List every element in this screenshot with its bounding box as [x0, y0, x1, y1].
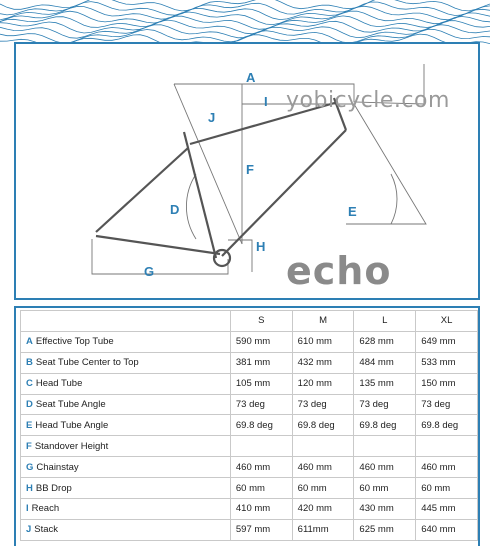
- table-row: [21, 331, 478, 352]
- value-cell: 610 mm: [292, 331, 354, 352]
- geometry-diagram: [14, 42, 480, 300]
- value-cell: 410 mm: [230, 499, 292, 520]
- size-header-s: S: [230, 311, 292, 332]
- label-d: D: [170, 202, 180, 217]
- value-cell: 597 mm: [230, 519, 292, 540]
- row-name: BB Drop: [35, 482, 72, 494]
- value-cell: 460 mm: [230, 457, 292, 478]
- table-row: [21, 478, 478, 499]
- geometry-table: [20, 310, 478, 541]
- seat-angle-arc: [186, 174, 196, 239]
- value-cell: 60 mm: [416, 478, 478, 499]
- watermark: yobicycle.com: [286, 88, 450, 113]
- row-label: [21, 415, 231, 436]
- value-cell: 73 deg: [354, 394, 416, 415]
- table-row: [21, 415, 478, 436]
- row-letter: D: [26, 399, 33, 410]
- geometry-table-container: [14, 306, 480, 546]
- row-letter: I: [26, 503, 29, 515]
- value-cell: 460 mm: [292, 457, 354, 478]
- label-e: E: [348, 204, 357, 219]
- table-row: [21, 373, 478, 394]
- seat-stay: [96, 148, 188, 232]
- value-cell: 60 mm: [354, 478, 416, 499]
- seat-tube-extension: [174, 84, 242, 244]
- value-cell: 135 mm: [354, 373, 416, 394]
- topo-line: [0, 20, 490, 34]
- row-label: [21, 373, 231, 394]
- down-tube: [222, 130, 346, 256]
- label-h: H: [256, 239, 266, 254]
- size-header-xl: XL: [416, 311, 478, 332]
- chain-stay: [96, 236, 220, 254]
- row-label: [21, 352, 231, 373]
- table-row: [21, 457, 478, 478]
- row-label: [21, 499, 231, 520]
- topographic-header-pattern: [0, 0, 490, 48]
- value-cell: 150 mm: [416, 373, 478, 394]
- row-label: [21, 457, 231, 478]
- row-letter: G: [26, 461, 34, 473]
- topo-line: [0, 25, 490, 39]
- value-cell: 533 mm: [416, 352, 478, 373]
- bottom-bracket: [214, 250, 230, 266]
- value-cell: 590 mm: [230, 331, 292, 352]
- row-letter: B: [26, 357, 33, 369]
- row-letter: H: [26, 482, 33, 494]
- row-name: Stack: [34, 524, 59, 536]
- row-label: [21, 394, 231, 415]
- value-cell: [354, 436, 416, 457]
- row-name: Effective Top Tube: [35, 336, 114, 348]
- value-cell: 649 mm: [416, 331, 478, 352]
- row-label: [21, 436, 231, 457]
- value-cell: 69.8 deg: [292, 415, 354, 436]
- row-name: Standover Height: [34, 440, 109, 452]
- value-cell: 484 mm: [354, 352, 416, 373]
- table-row: [21, 352, 478, 373]
- row-name: Seat Tube Center to Top: [35, 357, 139, 369]
- value-cell: 60 mm: [292, 478, 354, 499]
- value-cell: 460 mm: [354, 457, 416, 478]
- size-header-m: M: [292, 311, 354, 332]
- value-cell: 120 mm: [292, 373, 354, 394]
- value-cell: 69.8 deg: [354, 415, 416, 436]
- value-cell: 73 deg: [416, 394, 478, 415]
- value-cell: 381 mm: [230, 352, 292, 373]
- row-name: Reach: [31, 503, 60, 515]
- value-cell: 105 mm: [230, 373, 292, 394]
- size-header-l: L: [354, 311, 416, 332]
- row-name: Chainstay: [36, 461, 79, 473]
- value-cell: 420 mm: [292, 499, 354, 520]
- value-cell: [416, 436, 478, 457]
- value-cell: 628 mm: [354, 331, 416, 352]
- head-angle-line: [346, 104, 426, 224]
- table-row: [21, 499, 478, 520]
- table-header-row: [21, 311, 478, 332]
- row-letter: A: [26, 336, 33, 348]
- seat-tube: [184, 132, 216, 258]
- value-cell: 640 mm: [416, 519, 478, 540]
- row-name: Seat Tube Angle: [35, 399, 106, 410]
- table-row: [21, 436, 478, 457]
- row-name: Head Tube: [35, 378, 83, 390]
- row-letter: J: [26, 524, 32, 536]
- row-label: [21, 331, 231, 352]
- label-i: I: [264, 94, 268, 109]
- value-cell: [230, 436, 292, 457]
- value-cell: 460 mm: [416, 457, 478, 478]
- row-letter: C: [26, 378, 33, 390]
- value-cell: 432 mm: [292, 352, 354, 373]
- topo-line: [0, 16, 490, 29]
- topo-line: [0, 0, 490, 11]
- label-j: J: [208, 110, 216, 125]
- row-name: Head Tube Angle: [35, 419, 109, 431]
- row-label: [21, 478, 231, 499]
- value-cell: [292, 436, 354, 457]
- value-cell: 69.8 deg: [416, 415, 478, 436]
- value-cell: 73 deg: [292, 394, 354, 415]
- value-cell: 611mm: [292, 519, 354, 540]
- row-letter: F: [26, 440, 32, 452]
- table-row: [21, 394, 478, 415]
- value-cell: 430 mm: [354, 499, 416, 520]
- head-angle-arc: [391, 174, 397, 224]
- header-blank: [21, 311, 231, 332]
- value-cell: 73 deg: [230, 394, 292, 415]
- model-logo: echo: [286, 249, 392, 293]
- row-letter: E: [26, 419, 33, 431]
- label-g: G: [144, 264, 155, 279]
- value-cell: 69.8 deg: [230, 415, 292, 436]
- value-cell: 60 mm: [230, 478, 292, 499]
- value-cell: 445 mm: [416, 499, 478, 520]
- label-a: A: [246, 70, 256, 85]
- value-cell: 625 mm: [354, 519, 416, 540]
- label-f: F: [246, 162, 254, 177]
